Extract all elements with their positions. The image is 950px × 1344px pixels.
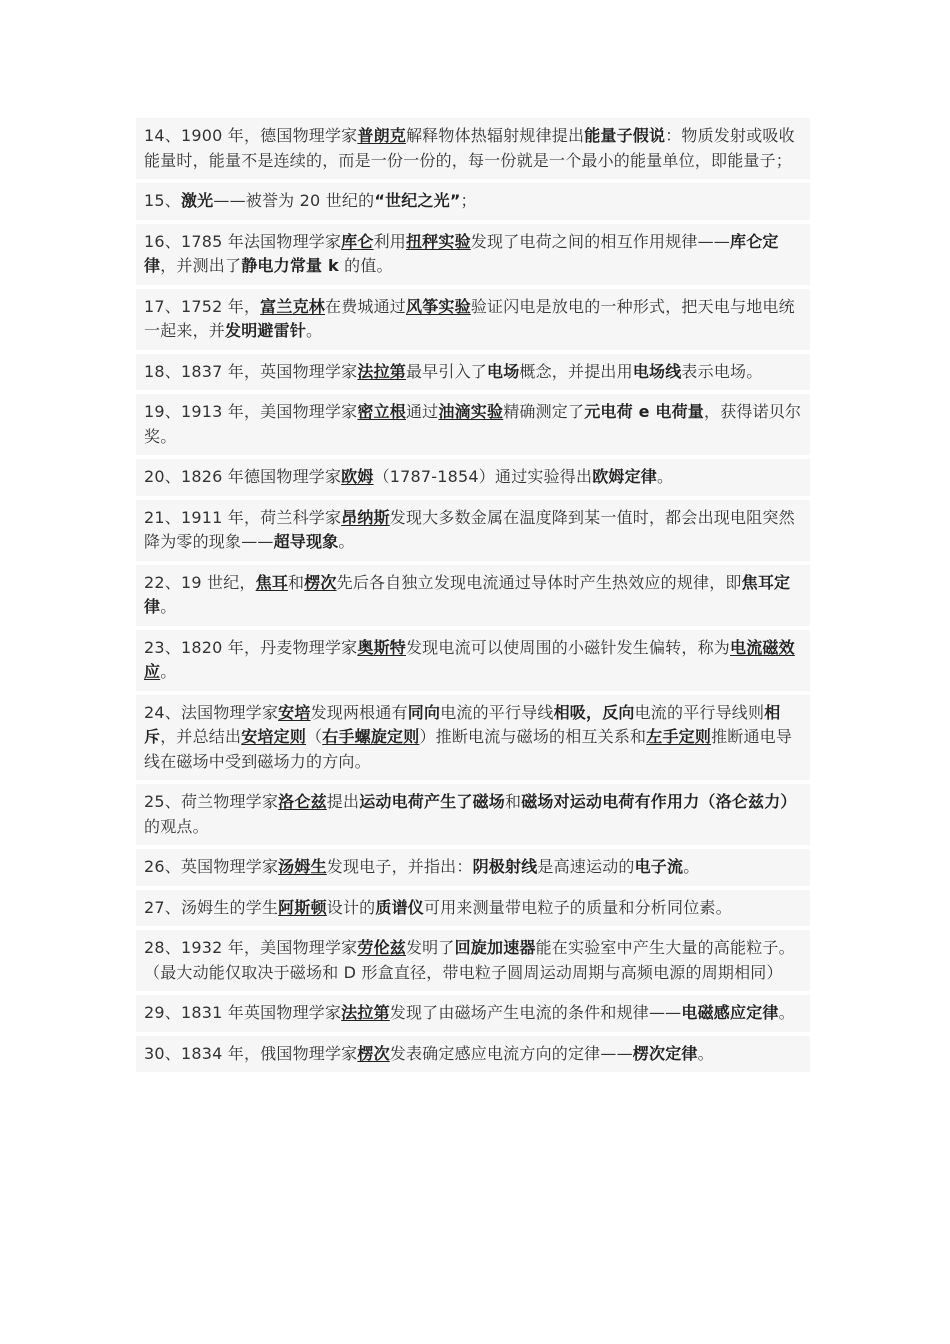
paragraph-item: [136, 289, 810, 350]
paragraph-text: 。: [683, 857, 700, 876]
emphasized-term: 焦耳: [255, 572, 289, 592]
paragraph-text: 30、1834 年，俄国物理学家: [144, 1043, 358, 1063]
paragraph-text: 的值。: [338, 256, 393, 275]
paragraph-item: [136, 784, 810, 845]
paragraph-item: [136, 995, 810, 1032]
emphasized-term: 超导现象: [273, 532, 339, 551]
paragraph-text: ；: [460, 191, 477, 210]
paragraph-text: 14、1900 年，德国物理学家: [144, 126, 358, 145]
emphasized-term: 静电力常量 k: [241, 256, 339, 275]
paragraph-text: 28、1932 年，美国物理学家: [144, 938, 358, 957]
paragraph-text: 25、荷兰物理学家: [144, 792, 279, 811]
paragraph-text: 表示电场。: [681, 361, 763, 381]
emphasized-term: 风筝实验: [406, 296, 471, 316]
paragraph-item: [136, 930, 810, 991]
paragraph-text: （: [306, 727, 323, 746]
paragraph-text: 发表确定感应电流方向的定律——: [389, 1043, 633, 1063]
paragraph-item: [136, 354, 810, 391]
paragraph-text: 。: [697, 1043, 714, 1063]
paragraph-item: [136, 500, 810, 561]
paragraph-text: 推断通电导线在磁场中受到磁场力的方向。: [144, 727, 793, 771]
paragraph-item: [136, 224, 810, 285]
paragraph-text: 发明了: [405, 938, 455, 957]
paragraph-text: 解释物体热辐射规律提出: [405, 126, 585, 145]
paragraph-text: 23、1820 年，丹麦物理学家: [144, 637, 358, 657]
emphasized-term: 同向: [407, 702, 441, 722]
paragraph-text: ，并总结出: [160, 727, 242, 746]
paragraph-item: [136, 459, 810, 496]
emphasized-term: 发明避雷针: [225, 321, 307, 340]
paragraph-text: ：物质发射或吸收能量时，能量不是连续的，而是一份一份的，每一份就是一个最小的能量单位，即能量子；: [144, 126, 795, 170]
paragraph-item: [136, 890, 810, 927]
paragraph-text: 先后各自独立发现电流通过导体时产生热效应的规律，即: [336, 572, 742, 592]
paragraph-text: 21、1911 年，荷兰科学家: [144, 507, 342, 527]
emphasized-term: 能量子假说: [584, 126, 666, 145]
paragraph-text: 能在实验室中产生大量的高能粒子。（最大动能仅取决于磁场和 D 形盒直径，带电粒子圆周运动周期与高频电源的周期相同）: [144, 938, 795, 982]
emphasized-term: 阴极射线: [472, 857, 538, 876]
emphasized-term: 欧姆: [341, 467, 374, 486]
paragraph-text: 26、英国物理学家: [144, 857, 279, 876]
paragraph-text: ，获得诺贝尔奖。: [144, 402, 802, 446]
emphasized-term: 奥斯特: [357, 637, 406, 657]
emphasized-term: 库仑定律: [144, 231, 779, 275]
document-body: [136, 118, 810, 1076]
emphasized-term: 密立根: [357, 402, 406, 421]
paragraph-text: 。: [778, 1003, 795, 1022]
paragraph-item: [136, 183, 810, 220]
emphasized-term: 库仑: [341, 231, 374, 251]
paragraph-text: （1787-1854）通过实验得出: [373, 467, 593, 486]
emphasized-term: 欧姆定律: [592, 467, 658, 486]
paragraph-text: ——被誉为 20 世纪的: [213, 191, 375, 210]
paragraph-item: [136, 565, 810, 626]
paragraph-item: [136, 118, 810, 179]
emphasized-term: 电磁感应定律: [681, 1003, 779, 1022]
paragraph-text: 发现了由磁场产生电流的条件和规律——: [389, 1003, 682, 1022]
emphasized-term: 油滴实验: [438, 402, 504, 421]
emphasized-term: 安培: [278, 702, 311, 722]
emphasized-term: 楞次: [304, 572, 337, 592]
paragraph-text: 概念，并提出用: [519, 361, 633, 381]
paragraph-text: 发现了电荷之间的相互作用规律——: [470, 231, 730, 251]
emphasized-term: 元电荷 e 电荷量: [584, 402, 705, 421]
paragraph-text: 。: [160, 597, 177, 616]
paragraph-text: 发现电子，并指出：: [326, 857, 473, 876]
paragraph-text: 是高速运动的: [537, 857, 635, 876]
paragraph-text: 24、法国物理学家: [144, 702, 279, 722]
emphasized-term: 劳伦兹: [357, 938, 406, 957]
paragraph-text: 通过: [405, 402, 439, 421]
emphasized-term: 运动电荷产生了磁场: [359, 792, 505, 811]
paragraph-text: ，并测出了: [160, 256, 242, 275]
paragraph-text: 提出: [326, 792, 360, 811]
paragraph-text: 验证闪电是放电的一种形式，把天电与地电统一起来，并: [144, 296, 795, 340]
emphasized-term: 安培定则: [241, 727, 307, 746]
paragraph-text: 。: [306, 321, 323, 340]
paragraph-text: 22、19 世纪，: [144, 572, 256, 592]
paragraph-text: 。: [657, 467, 674, 486]
emphasized-term: 左手定则: [646, 727, 712, 746]
paragraph-text: 电流的平行导线: [440, 702, 554, 722]
paragraph-text: 和: [288, 572, 305, 592]
emphasized-term: 质谱仪: [375, 897, 424, 917]
paragraph-text: 18、1837 年，英国物理学家: [144, 361, 358, 381]
emphasized-term: 磁场对运动电荷有作用力（洛仑兹力）: [521, 792, 797, 811]
emphasized-term: 扭秤实验: [405, 231, 471, 251]
paragraph-text: 精确测定了: [503, 402, 585, 421]
emphasized-term: 富兰克林: [260, 296, 325, 316]
paragraph-text: 29、1831 年英国物理学家: [144, 1003, 342, 1022]
emphasized-term: 法拉第: [357, 361, 406, 381]
paragraph-text: 最早引入了: [405, 361, 487, 381]
emphasized-term: 激光: [180, 191, 214, 210]
emphasized-term: 回旋加速器: [454, 938, 536, 957]
emphasized-term: 电流磁效应: [144, 637, 795, 681]
paragraph-text: 16、1785 年法国物理学家: [144, 231, 342, 251]
emphasized-term: 电场: [487, 361, 520, 381]
emphasized-term: 电场线: [632, 361, 682, 381]
paragraph-text: 电流的平行导线则: [634, 702, 765, 722]
paragraph-text: 15、: [144, 191, 181, 210]
emphasized-term: 阿斯顿: [278, 897, 327, 917]
emphasized-term: “世纪之光”: [374, 191, 461, 210]
emphasized-term: 楞次: [357, 1043, 390, 1063]
paragraph-text: 和: [505, 792, 522, 811]
paragraph-item: [136, 695, 810, 781]
paragraph-text: ）推断电流与磁场的相互关系和: [419, 727, 647, 746]
paragraph-text: 19、1913 年，美国物理学家: [144, 402, 358, 421]
emphasized-term: 焦耳定律: [144, 572, 791, 616]
paragraph-item: [136, 630, 810, 691]
emphasized-term: 普朗克: [357, 126, 406, 145]
emphasized-term: 电子流: [634, 857, 684, 876]
paragraph-text: 发现大多数金属在温度降到某一值时，都会出现电阻突然降为零的现象——: [144, 507, 795, 551]
paragraph-text: 的观点。: [144, 816, 209, 836]
emphasized-term: 楞次定律: [632, 1043, 698, 1063]
emphasized-term: 洛仑兹: [278, 792, 327, 811]
emphasized-term: 汤姆生: [278, 857, 327, 876]
paragraph-text: 发现电流可以使周围的小磁针发生偏转，称为: [405, 637, 730, 657]
paragraph-text: 。: [160, 662, 177, 681]
paragraph-text: 27、汤姆生的学生: [144, 897, 279, 917]
paragraph-text: 发现两根通有: [310, 702, 408, 722]
paragraph-text: 在费城通过: [324, 296, 406, 316]
paragraph-item: [136, 849, 810, 886]
emphasized-term: 法拉第: [341, 1003, 390, 1022]
paragraph-text: 利用: [373, 231, 406, 251]
paragraph-item: [136, 394, 810, 455]
emphasized-term: 昂纳斯: [341, 507, 390, 527]
paragraph-text: 20、1826 年德国物理学家: [144, 467, 342, 486]
paragraph-text: 。: [338, 532, 355, 551]
paragraph-text: 设计的: [326, 897, 376, 917]
emphasized-term: 相斥: [144, 702, 781, 746]
paragraph-text: 可用来测量带电粒子的质量和分析同位素。: [424, 897, 732, 917]
paragraph-text: 17、1752 年，: [144, 296, 261, 316]
emphasized-term: 右手螺旋定则: [322, 727, 420, 746]
emphasized-term: 相吸，反向: [553, 702, 635, 722]
paragraph-item: [136, 1036, 810, 1073]
